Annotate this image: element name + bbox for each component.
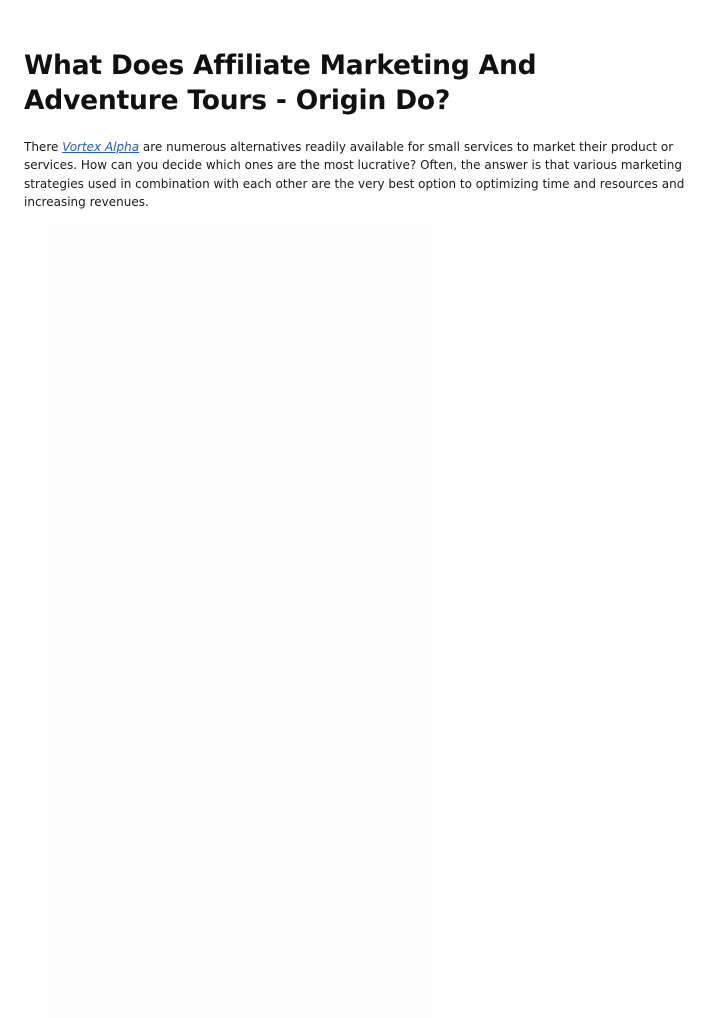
paragraph-text-after-link: are numerous alternatives readily available for small services to market their product or services. How can you decide which ones are the most lucrative? Often, the answer is that various marketing strategies used in combination with each other are the very best option to optimizing time and resources and increasing revenues. xyxy=(24,140,685,209)
background-panel xyxy=(47,224,433,1018)
intro-paragraph xyxy=(24,138,692,211)
vortex-alpha-link[interactable]: Vortex Alpha xyxy=(62,140,140,154)
page-title: What Does Affiliate Marketing And Adventure Tours - Origin Do? xyxy=(24,50,537,116)
paragraph-text-before-link: There xyxy=(24,140,63,154)
article xyxy=(24,48,692,211)
